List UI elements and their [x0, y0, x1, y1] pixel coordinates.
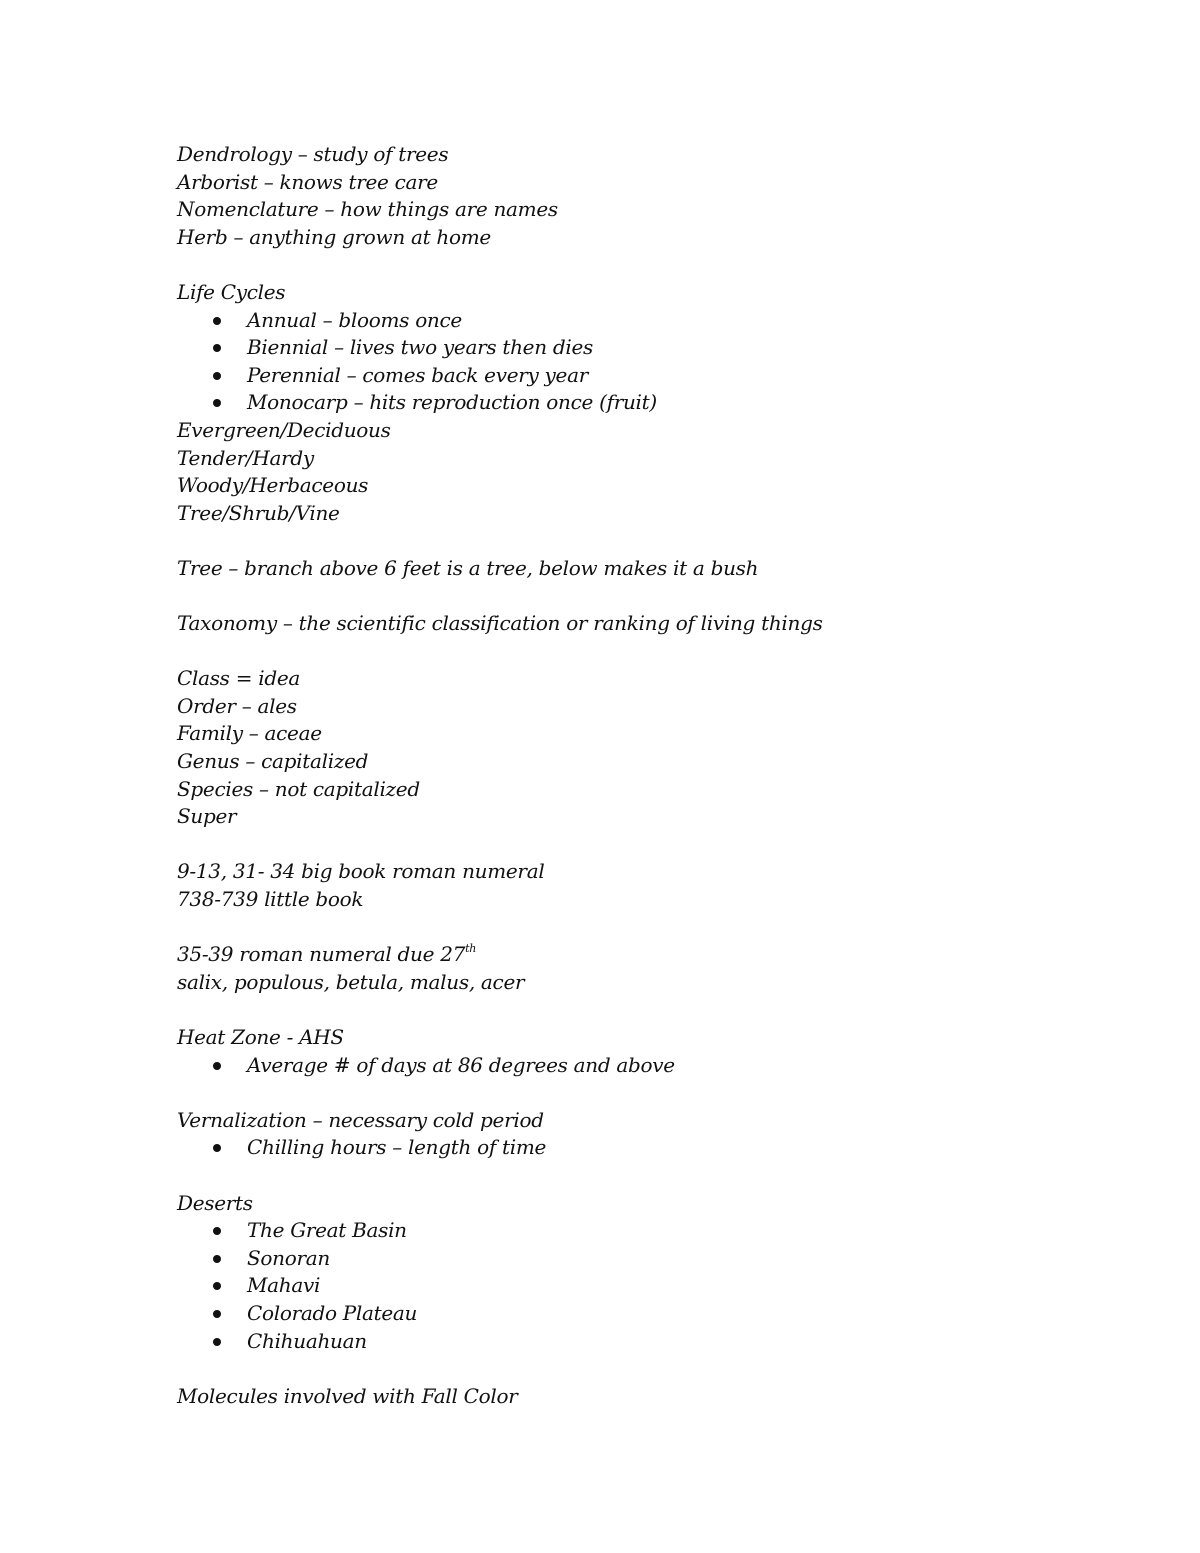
blank-line [177, 527, 1077, 555]
blank-line [177, 914, 1077, 942]
definition-line: Dendrology – study of trees [177, 142, 449, 166]
heat-zone-heading: Heat Zone - AHS [177, 1025, 344, 1049]
list-item-text: Colorado Plateau [247, 1300, 418, 1325]
pair-line: Woody/Herbaceous [177, 473, 369, 498]
list-item [177, 1134, 1077, 1162]
list-item-text: Annual – blooms once [247, 307, 462, 332]
bullet-icon [213, 1310, 221, 1318]
blank-line [177, 1079, 1077, 1107]
list-item-text: Monocarp – hits reproduction once (fruit) [247, 390, 657, 415]
list-item-text: Average # of days at 86 degrees and above [247, 1052, 675, 1077]
definition-line: Arborist – knows tree care [177, 169, 438, 194]
bullet-icon [213, 317, 221, 325]
list-item-text: Chihuahuan [247, 1328, 367, 1353]
rank-line: Class = idea [177, 666, 300, 691]
blank-line [177, 996, 1077, 1024]
assignment-due-line [177, 941, 1077, 969]
rank-line: Species – not capitalized [177, 776, 420, 801]
assignment-line: 9-13, 31- 34 big book roman numeral [177, 859, 545, 884]
blank-line [177, 1355, 1077, 1383]
list-item-text: Sonoran [247, 1245, 330, 1270]
list-item-text: Biennial – lives two years then dies [247, 335, 593, 360]
document-body [177, 141, 1077, 1410]
bullet-icon [213, 344, 221, 352]
list-item-text: Chilling hours – length of time [247, 1135, 547, 1160]
bullet-icon [213, 1227, 221, 1235]
bullet-icon [213, 399, 221, 407]
definition-line: Herb – anything grown at home [177, 224, 491, 249]
blank-line [177, 638, 1077, 666]
rank-line: Family – aceae [177, 721, 322, 746]
rank-line: Order – ales [177, 693, 297, 718]
pair-line: Tree/Shrub/Vine [177, 500, 340, 525]
deserts-list [177, 1217, 1077, 1355]
bullet-icon [213, 1144, 221, 1152]
fall-color-line: Molecules involved with Fall Color [177, 1383, 518, 1408]
list-item [177, 362, 1077, 390]
bullet-icon [213, 1255, 221, 1263]
list-item [177, 1272, 1077, 1300]
bullet-icon [213, 1282, 221, 1290]
list-item-text: Perennial – comes back every year [247, 362, 588, 387]
deserts-heading: Deserts [177, 1190, 253, 1215]
taxonomy-definition: Taxonomy – the scientific classification or ranking of living things [177, 611, 823, 636]
assignment-line: 738-739 little book [177, 887, 364, 912]
tree-definition: Tree – branch above 6 feet is a tree, below makes it a bush [177, 555, 759, 580]
blank-line [177, 1162, 1077, 1190]
bullet-icon [213, 1338, 221, 1346]
vernalization-list [177, 1134, 1077, 1162]
vernalization-heading: Vernalization – necessary cold period [177, 1107, 544, 1132]
blank-line [177, 583, 1077, 611]
pair-line: Tender/Hardy [177, 445, 314, 470]
list-item [177, 307, 1077, 335]
rank-line: Super [177, 804, 237, 829]
assignment-due-text: 35-39 roman numeral due 27 [177, 942, 466, 967]
blank-line [177, 831, 1077, 859]
genera-line: salix, populous, betula, malus, acer [177, 969, 525, 994]
definition-line: Nomenclature – how things are names [177, 197, 558, 222]
list-item [177, 1052, 1077, 1080]
rank-line: Genus – capitalized [177, 749, 369, 774]
list-item [177, 1245, 1077, 1273]
list-item [177, 1328, 1077, 1356]
ordinal-suffix: th [465, 942, 476, 956]
list-item-text: The Great Basin [247, 1218, 407, 1243]
list-item [177, 389, 1077, 417]
blank-line [177, 251, 1077, 279]
list-item [177, 1300, 1077, 1328]
pair-line: Evergreen/Deciduous [177, 417, 391, 442]
bullet-icon [213, 1062, 221, 1070]
life-cycles-list [177, 307, 1077, 417]
bullet-icon [213, 372, 221, 380]
life-cycles-heading: Life Cycles [177, 279, 286, 304]
list-item [177, 334, 1077, 362]
heat-zone-list [177, 1052, 1077, 1080]
list-item [177, 1217, 1077, 1245]
list-item-text: Mahavi [247, 1273, 321, 1298]
